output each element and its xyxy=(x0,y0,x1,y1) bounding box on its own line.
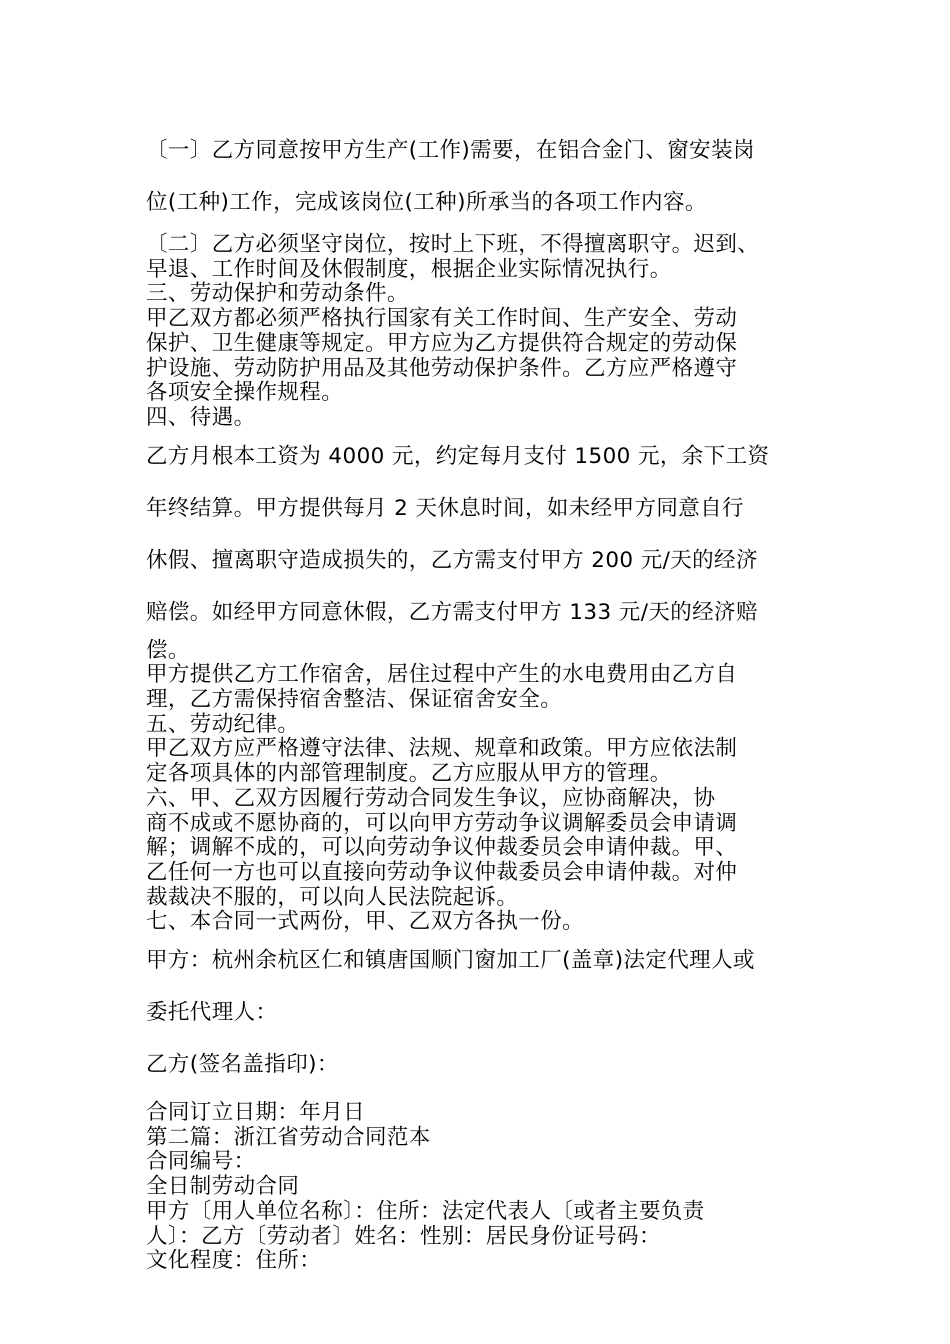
signature-line-party-a-agent: 委托代理人： xyxy=(146,1000,278,1026)
section-heading: 六、甲、乙双方因履行劳动合同发生争议，应协商解决，协 xyxy=(146,785,716,811)
section-heading: 四、待遇。 xyxy=(146,404,256,430)
text-line: 甲乙双方应严格遵守法律、法规、规章和政策。甲方应依法制 xyxy=(146,736,738,762)
chapter-heading: 第二篇：浙江省劳动合同范本 xyxy=(146,1124,431,1150)
text-line: 年终结算。甲方提供每月 2 天休息时间，如未经甲方同意自行 xyxy=(146,495,744,521)
text-line: 乙任何一方也可以直接向劳动争议仲裁委员会申请仲裁。对仲 xyxy=(146,859,738,885)
contract-number-line: 合同编号： xyxy=(146,1149,256,1175)
text-line: 乙方月根本工资为 4000 元，约定每月支付 1500 元，余下工资 xyxy=(146,443,770,469)
text-line: 裁裁决不服的，可以向人民法院起诉。 xyxy=(146,884,519,910)
text-line: 解；调解不成的，可以向劳动争议仲裁委员会申请仲裁。甲、 xyxy=(146,835,738,861)
contract-date-line: 合同订立日期：年月日 xyxy=(146,1100,366,1126)
text-line: 休假、擅离职守造成损失的，乙方需支付甲方 200 元/天的经济 xyxy=(146,547,758,573)
section-heading: 三、劳动保护和劳动条件。 xyxy=(146,281,409,307)
text-line: 理，乙方需保持宿舍整洁、保证宿舍安全。 xyxy=(146,687,563,713)
text-line: 偿。 xyxy=(146,637,190,663)
section-heading: 五、劳动纪律。 xyxy=(146,711,300,737)
text-line: 赔偿。如经甲方同意休假，乙方需支付甲方 133 元/天的经济赔 xyxy=(146,599,758,625)
text-line: 甲乙双方都必须严格执行国家有关工作时间、生产安全、劳动 xyxy=(146,306,738,332)
section-heading: 七、本合同一式两份，甲、乙双方各执一份。 xyxy=(146,909,585,935)
signature-line-party-a: 甲方：杭州余杭区仁和镇唐国顺门窗加工厂(盖章)法定代理人或 xyxy=(146,948,755,974)
text-line: 保护、卫生健康等规定。甲方应为乙方提供符合规定的劳动保 xyxy=(146,330,738,356)
text-line: 定各项具体的内部管理制度。乙方应服从甲方的管理。 xyxy=(146,761,672,787)
text-line: 护设施、劳动防护用品及其他劳动保护条件。乙方应严格遵守 xyxy=(146,355,738,381)
signature-line-party-b: 乙方(签名盖指印)： xyxy=(146,1052,339,1078)
text-line: 位(工种)工作，完成该岗位(工种)所承当的各项工作内容。 xyxy=(146,190,707,215)
contract-title: 全日制劳动合同 xyxy=(146,1174,300,1200)
document-page xyxy=(146,125,818,1274)
text-line: 甲方〔用人单位名称〕：住所：法定代表人〔或者主要负责 xyxy=(146,1198,705,1224)
text-line: 早退、工作时间及休假制度，根据企业实际情况执行。 xyxy=(146,256,672,282)
text-line: 文化程度：住所： xyxy=(146,1248,322,1274)
text-line: 〔二〕乙方必须坚守岗位，按时上下班，不得擅离职守。迟到、 xyxy=(146,232,760,257)
text-line: 人〕：乙方〔劳动者〕姓名：性别：居民身份证号码： xyxy=(146,1223,661,1249)
text-line: 各项安全操作规程。 xyxy=(146,380,344,406)
text-line: 甲方提供乙方工作宿舍，居住过程中产生的水电费用由乙方自 xyxy=(146,662,738,688)
text-line: 〔一〕乙方同意按甲方生产(工作)需要，在铝合金门、窗安装岗 xyxy=(146,138,755,163)
text-line: 商不成或不愿协商的，可以向甲方劳动争议调解委员会申请调 xyxy=(146,810,738,836)
